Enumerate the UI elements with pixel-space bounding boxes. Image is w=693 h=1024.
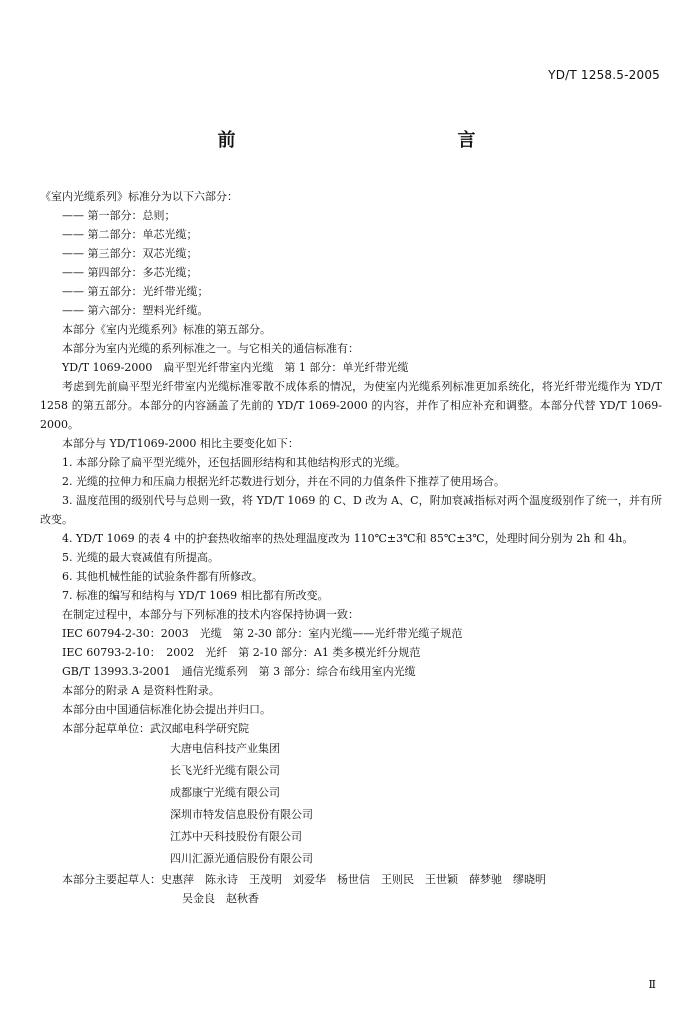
page-number: Ⅱ bbox=[648, 978, 656, 991]
part-item: —— 第五部分：光纤带光缆； bbox=[62, 285, 209, 298]
change-item: 6. 其他机械性能的试验条件都有所修改。 bbox=[62, 570, 263, 583]
change-item: 1. 本部分除了扁平型光缆外，还包括圆形结构和其他结构形式的光缆。 bbox=[62, 456, 406, 469]
coordination-intro: 在制定过程中，本部分与下列标准的技术内容保持协调一致： bbox=[62, 608, 359, 621]
drafting-unit: 四川汇源光通信股份有限公司 bbox=[170, 852, 313, 865]
change-item: 5. 光缆的最大衰减值有所提高。 bbox=[62, 551, 219, 564]
coordination-standard: IEC 60793-2-10： 2002 光纤 第 2-10 部分：A1 类多模光纤分规范 bbox=[62, 646, 421, 659]
drafting-unit: 长飞光纤光缆有限公司 bbox=[170, 764, 280, 777]
coordination-standard: IEC 60794-2-30：2003 光缆 第 2-30 部分：室内光缆——光纤带光缆子规范 bbox=[62, 627, 463, 640]
drafting-units-row bbox=[40, 719, 662, 738]
part-description: 本部分《室内光缆系列》标准的第五部分。 bbox=[62, 323, 271, 336]
drafters-names-continued: 吴金良 赵秋香 bbox=[182, 892, 259, 905]
coordination-standard: GB/T 13993.3-2001 通信光缆系列 第 3 部分：综合布线用室内光缆 bbox=[62, 665, 416, 678]
drafting-unit: 江苏中天科技股份有限公司 bbox=[170, 830, 302, 843]
drafting-units-label: 本部分起草单位： bbox=[62, 722, 150, 735]
change-item: 7. 标准的编写和结构与 YD/T 1069 相比都有所改变。 bbox=[62, 589, 329, 602]
drafting-unit: 大唐电信科技产业集团 bbox=[170, 742, 280, 755]
drafters-label: 本部分主要起草人： bbox=[62, 873, 161, 886]
part-item: —— 第一部分：总则； bbox=[62, 209, 176, 222]
proposer-note: 本部分由中国通信标准化协会提出并归口。 bbox=[62, 703, 271, 716]
part-item: —— 第四部分：多芯光缆； bbox=[62, 266, 198, 279]
intro-line: 《室内光缆系列》标准分为以下六部分： bbox=[40, 190, 238, 203]
change-item: 3. 温度范围的级别代号与总则一致，将 YD/T 1069 的 C、D 改为 A、C，附加衰减指标对两个温度级别作了统一，并有所改变。 bbox=[40, 494, 662, 526]
document-body bbox=[40, 187, 662, 908]
drafting-units-list bbox=[40, 738, 662, 870]
change-item: 4. YD/T 1069 的表 4 中的护套热收缩率的热处理温度改为 110℃±3℃和 85℃±3℃，处理时间分别为 2h 和 4h。 bbox=[62, 532, 634, 545]
consideration-paragraph: 考虑到先前扁平型光纤带室内光缆标准零散不成体系的情况，为使室内光缆系列标准更加系统化，将光纤带光缆作为 YD/T 1258 的第五部分。本部分的内容涵盖了先前的 YD/T 1069-2000 的内容，并作了相应补充和调整。本部分代替 YD/T 1069-2000。 bbox=[40, 380, 662, 431]
changes-intro: 本部分与 YD/T1069-2000 相比主要变化如下： bbox=[62, 437, 299, 450]
related-standard: YD/T 1069-2000 扁平型光纤带室内光缆 第 1 部分：单光纤带光缆 bbox=[62, 361, 409, 374]
related-intro: 本部分为室内光缆的系列标准之一。与它相关的通信标准有： bbox=[62, 342, 359, 355]
part-item: —— 第二部分：单芯光缆； bbox=[62, 228, 198, 241]
drafters-names: 史惠萍 陈永诗 王茂明 刘爱华 杨世信 王则民 王世颖 薛梦驰 缪晓明 bbox=[161, 873, 546, 886]
page-title: 前 言 bbox=[217, 130, 538, 151]
appendix-note: 本部分的附录 A 是资料性附录。 bbox=[62, 684, 220, 697]
part-item: —— 第三部分：双芯光缆； bbox=[62, 247, 198, 260]
drafting-unit: 深圳市特发信息股份有限公司 bbox=[170, 808, 313, 821]
drafting-unit: 成都康宁光缆有限公司 bbox=[170, 786, 280, 799]
drafters-block bbox=[40, 870, 662, 908]
drafting-unit: 武汉邮电科学研究院 bbox=[150, 722, 249, 735]
change-item: 2. 光缆的拉伸力和压扁力根据光纤芯数进行划分，并在不同的力值条件下推荐了使用场合。 bbox=[62, 475, 505, 488]
part-item: —— 第六部分：塑料光纤缆。 bbox=[62, 304, 209, 317]
standard-code: YD/T 1258.5-2005 bbox=[548, 68, 660, 82]
